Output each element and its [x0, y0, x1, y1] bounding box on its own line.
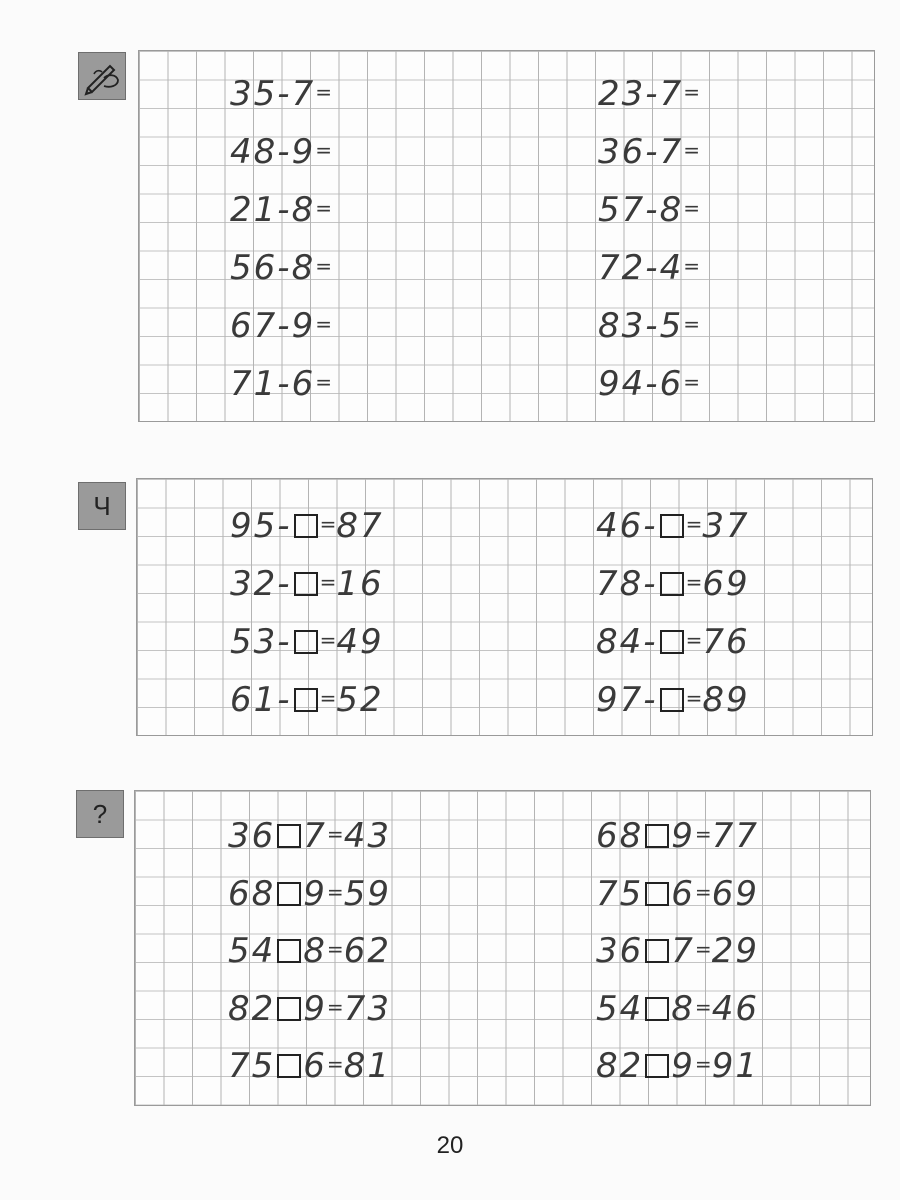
equation-s1-left-3: 21-8= — [230, 190, 332, 230]
answer-box[interactable] — [645, 1054, 669, 1078]
equation-s3-left-4: 82 9=73 — [228, 988, 391, 1029]
section-2-icon — [78, 482, 126, 530]
answer-box[interactable] — [660, 630, 684, 654]
answer-box[interactable] — [294, 572, 318, 596]
section-3-icon — [76, 790, 124, 838]
answer-box[interactable] — [277, 939, 301, 963]
equation-s2-left-3: 53- =49 — [230, 622, 384, 662]
equation-s3-right-3: 36 7=29 — [596, 931, 759, 971]
equation-s1-left-2: 48-9= — [230, 132, 332, 172]
answer-box[interactable] — [294, 688, 318, 712]
equation-s3-right-2: 75 6=69 — [596, 873, 759, 914]
equation-s1-left-6: 71-6= — [230, 364, 332, 404]
equation-s1-left-1: 35-7= — [230, 74, 332, 114]
equation-s1-right-2: 36-7= — [598, 132, 700, 172]
answer-box[interactable] — [660, 688, 684, 712]
answer-box[interactable] — [294, 630, 318, 654]
answer-box[interactable] — [645, 882, 669, 906]
equation-s2-right-3: 84- =76 — [596, 622, 750, 662]
equation-s1-right-1: 23-7= — [598, 74, 700, 114]
equation-s2-right-2: 78- =69 — [596, 564, 750, 604]
answer-box[interactable] — [660, 514, 684, 538]
equation-s3-left-3: 54 8=62 — [228, 931, 391, 971]
equation-s3-left-1: 36 7=43 — [228, 816, 391, 856]
answer-box[interactable] — [294, 514, 318, 538]
equation-s2-right-4: 97- =89 — [596, 680, 750, 720]
equation-s1-left-5: 67-9= — [230, 306, 332, 346]
answer-box[interactable] — [277, 1054, 301, 1078]
equation-s1-right-5: 83-5= — [598, 306, 700, 346]
section-3-label: ? — [92, 798, 108, 829]
answer-box[interactable] — [660, 572, 684, 596]
equation-s3-left-2: 68 9=59 — [228, 873, 391, 914]
page-number: 20 — [436, 1132, 464, 1159]
equation-s2-left-1: 95- =87 — [230, 506, 384, 546]
equation-s1-right-3: 57-8= — [598, 190, 700, 230]
answer-box[interactable] — [645, 824, 669, 848]
answer-box[interactable] — [277, 882, 301, 906]
equation-s2-right-1: 46- =37 — [596, 506, 750, 546]
equation-s3-left-5: 75 6=81 — [228, 1046, 391, 1086]
equation-s1-right-6: 94-6= — [598, 364, 700, 404]
writing-task-icon — [78, 52, 126, 100]
equation-s1-left-4: 56-8= — [230, 248, 332, 288]
equation-s3-right-4: 54 8=46 — [596, 988, 759, 1029]
answer-box[interactable] — [277, 997, 301, 1021]
answer-box[interactable] — [277, 824, 301, 848]
answer-box[interactable] — [645, 997, 669, 1021]
equation-s3-right-1: 68 9=77 — [596, 816, 759, 856]
equation-s1-right-4: 72-4= — [598, 248, 700, 288]
answer-box[interactable] — [645, 939, 669, 963]
section-2-label: Ч — [93, 490, 111, 521]
equation-s3-right-5: 82 9=91 — [596, 1046, 759, 1086]
pencil-hand-icon — [82, 56, 122, 96]
equation-s2-left-4: 61- =52 — [230, 680, 384, 720]
equation-s2-left-2: 32- =16 — [230, 564, 384, 604]
